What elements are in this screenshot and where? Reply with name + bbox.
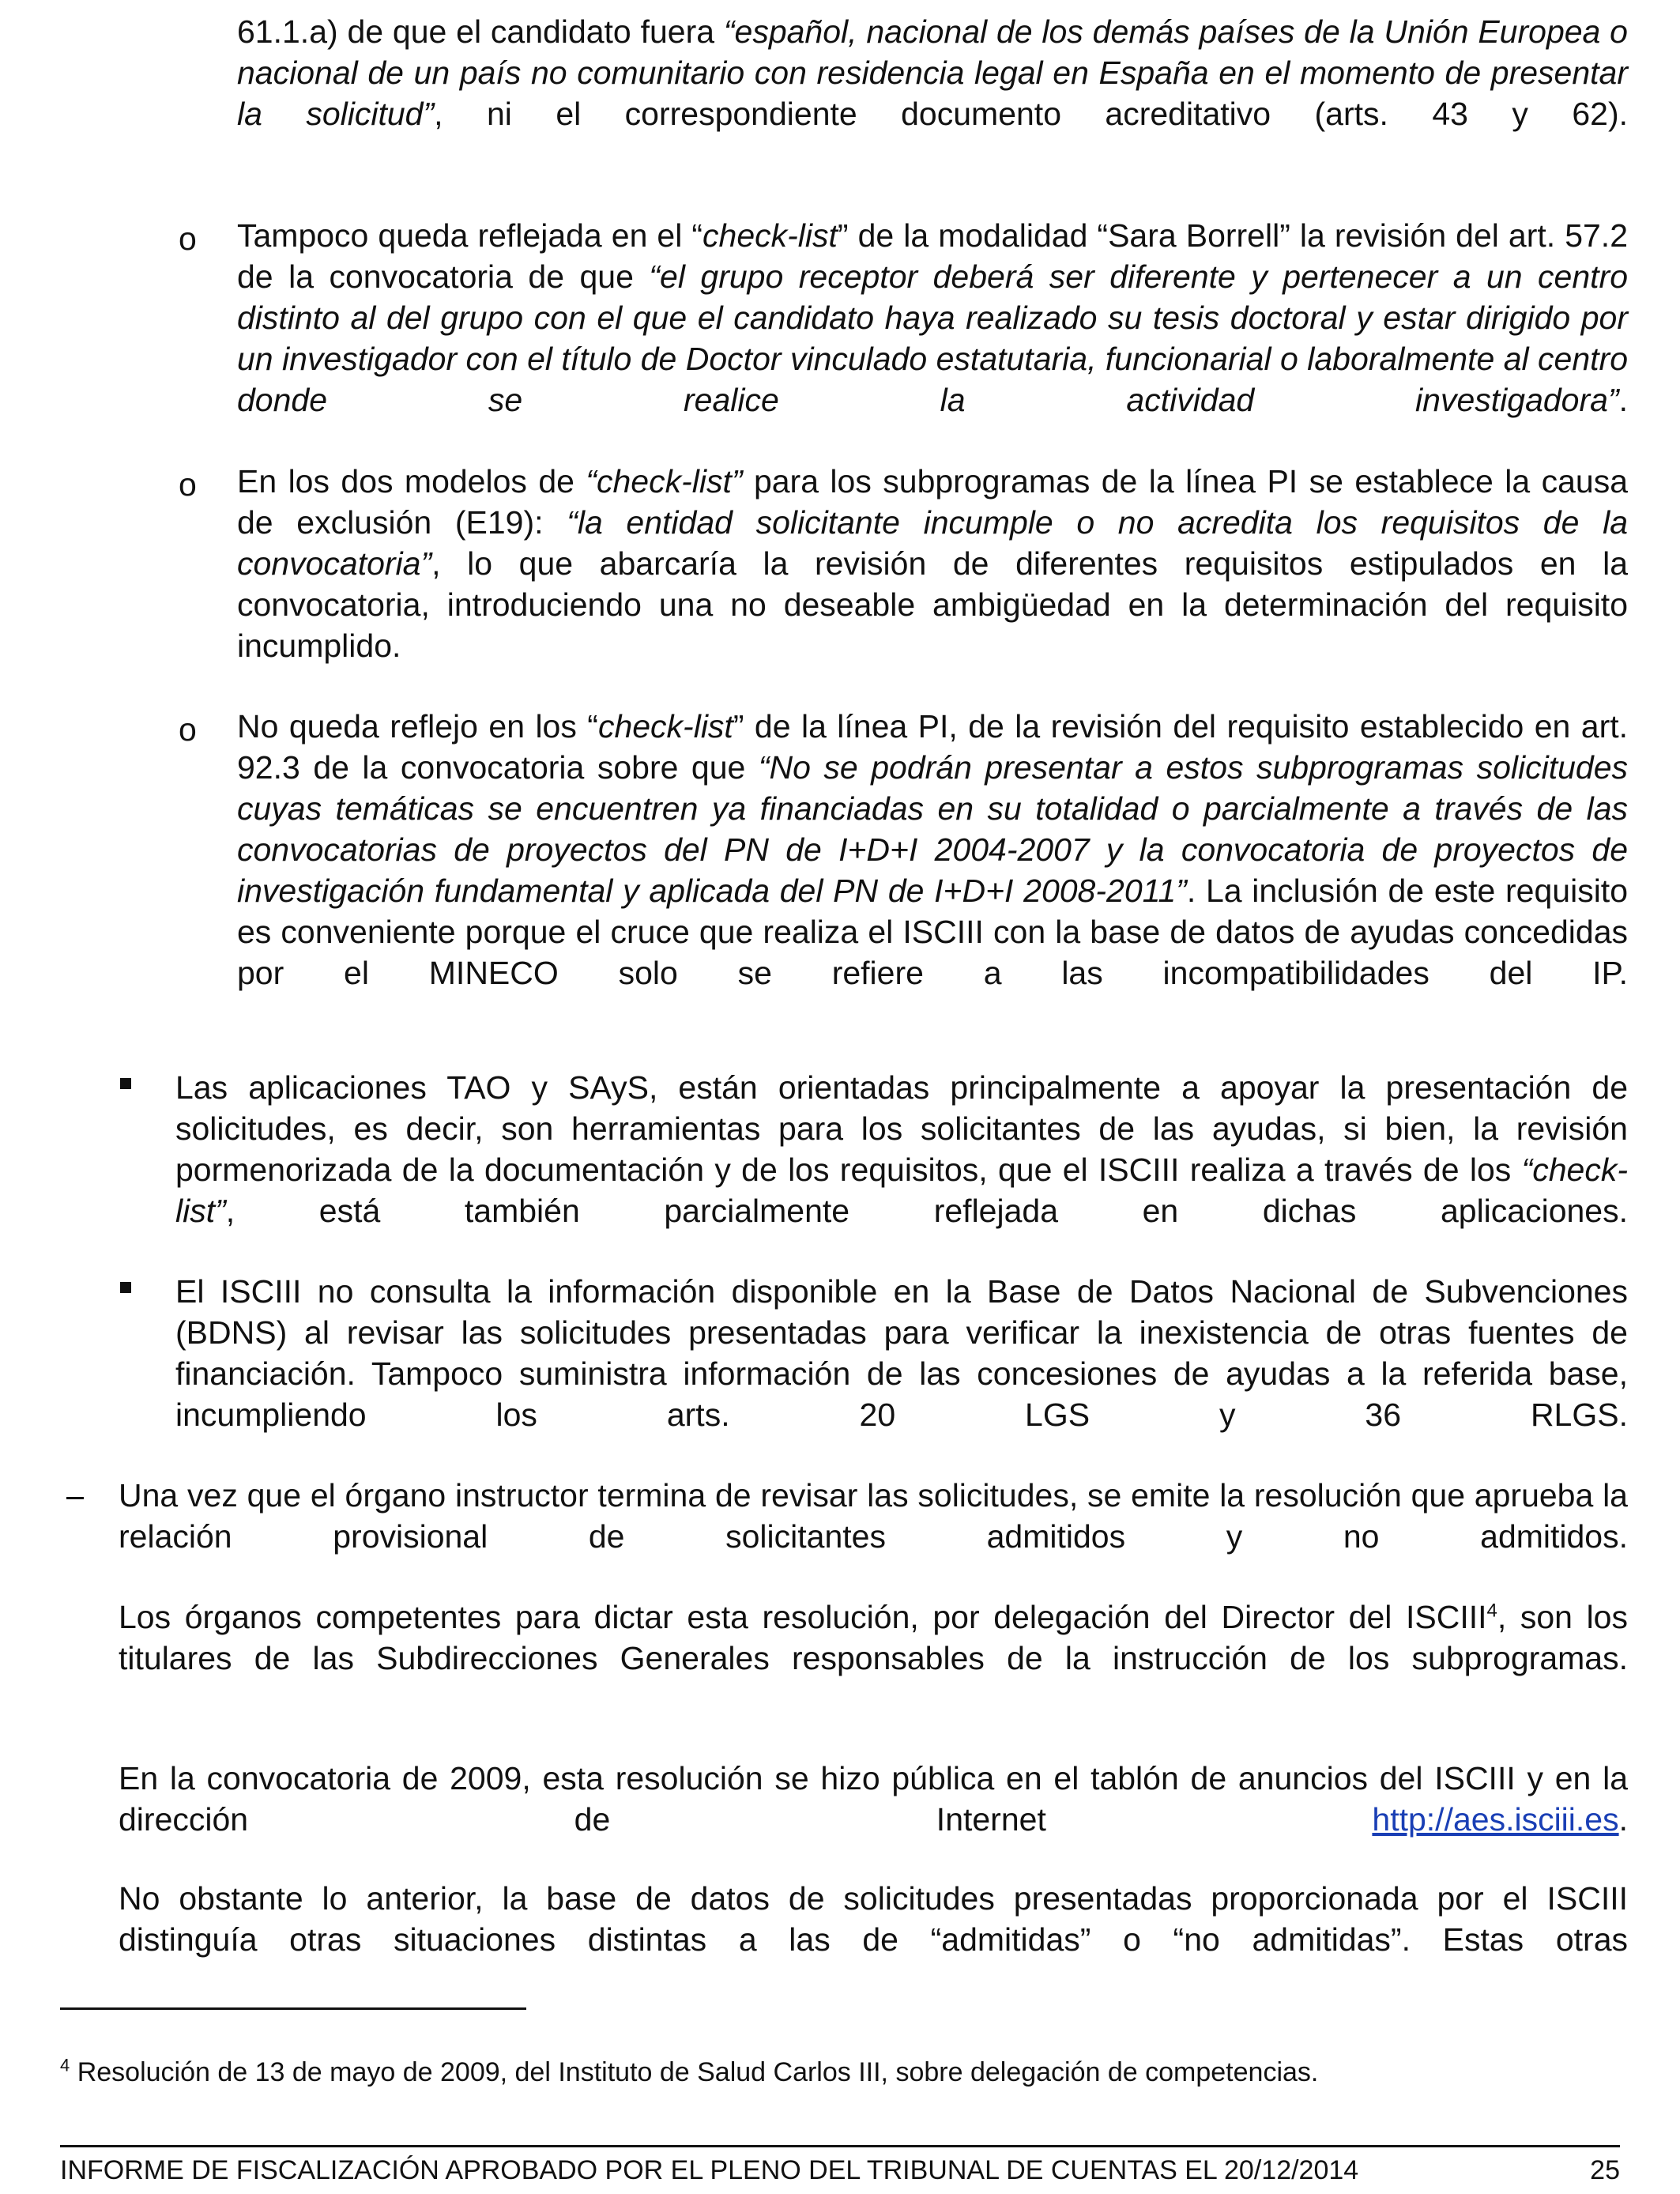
isciii-website-link[interactable]: http://aes.isciii.es xyxy=(1372,1801,1619,1838)
text-run: Tampoco queda reflejada en el “ xyxy=(237,217,703,254)
italic-term: check-list xyxy=(703,217,838,254)
text-run: . xyxy=(1618,1801,1628,1838)
italic-quote: “No se podrán presentar a estos subprogramas solicitudes cuyas temáticas se encuentren ya financiadas en su totalidad o parcialmente a través de las convocatorias de proyectos del PN de I+D+I 2004-2007 y la convocatoria de proyectos de investigación fundamental y aplicada del PN de I+D+I 2008-2011” xyxy=(237,749,1628,909)
dash-item-resolucion: Una vez que el órgano instructor termina de revisar las solicitudes, se emite la resolución que aprueba la relación provisional de solicitantes admitidos y no admitidos. xyxy=(119,1477,1628,1555)
footnote-number: 4 xyxy=(60,2055,70,2075)
text-run: El ISCIII no consulta la información disponible en la Base de Datos Nacional de Subvenciones (BDNS) al revisar las solicitudes presentadas para verificar la inexistencia de otras fuentes de financiación. Tampoco suministra información de las concesiones de ayudas a la referida base, incumpliendo los arts. 20 LGS y 36 RLGS. xyxy=(175,1273,1628,1433)
text-run: ” de la modalidad “Sara Borrell” la revisión del art. 57.2 de la convocatoria de que xyxy=(237,217,1628,295)
text-run: Las aplicaciones TAO y SAyS, están orientadas principalmente a apoyar la presentación de solicitudes, es decir, son herramientas para los solicitantes de las ayudas, si bien, la revisión pormenorizada de la documentación y de los requisitos, que el ISCIII realiza a través de los xyxy=(175,1069,1628,1188)
text-run: . La inclusión de este requisito es conveniente porque el cruce que realiza el ISCIII con la base de datos de ayudas concedidas por el MINECO solo se refiere a las incompatibilidades del IP. xyxy=(237,873,1628,991)
bullet-item-tao-says xyxy=(175,1067,1628,1231)
page-number: 25 xyxy=(1590,2155,1620,2185)
paragraph-convocatoria-2009 xyxy=(119,1758,1628,1840)
text-run: para los subprogramas de la línea PI se establece la causa de exclusión (E19): xyxy=(237,463,1628,541)
italic-term: check-list xyxy=(597,708,733,745)
text-run: En la convocatoria de 2009, esta resolución se hizo pública en el tablón de anuncios del ISCIII y en la dirección de Internet xyxy=(119,1760,1628,1838)
continuation-paragraph xyxy=(237,11,1628,134)
text-run: . xyxy=(1618,382,1628,418)
italic-quote: “la entidad solicitante incumple o no acredita los requisitos de la convocatoria” xyxy=(237,504,1628,582)
sub-item-exclusion-e19 xyxy=(237,461,1628,666)
text-run: ” de la línea PI, de la revisión del requisito establecido en art. 92.3 de la convocatoria sobre que xyxy=(237,708,1629,786)
footnote-text: Resolución de 13 de mayo de 2009, del Instituto de Salud Carlos III, sobre delegación de competencias. xyxy=(70,2057,1319,2087)
italic-quote: “español, nacional de los demás países de la Unión Europea o nacional de un país no comunitario con residencia legal en España en el momento de presentar la solicitud” xyxy=(237,13,1628,132)
text-run: , son los titulares de las Subdirecciones Generales responsables de la instrucción de los subprogramas. xyxy=(119,1599,1628,1676)
text-run: , lo que abarcaría la revisión de diferentes requisitos estipulados en la convocatoria, introduciendo una no deseable ambigüedad en la determinación del requisito incumplido. xyxy=(237,545,1628,664)
text-run: 61.1.a) de que el candidato fuera xyxy=(237,13,724,50)
italic-term: “check-list” xyxy=(586,463,743,499)
footnote xyxy=(60,2056,1318,2088)
text-run: No queda reflejo en los “ xyxy=(237,708,598,745)
text-run: Los órganos competentes para dictar esta resolución, por delegación del Director del ISCIII xyxy=(119,1599,1487,1635)
italic-term: “check-list” xyxy=(175,1152,1628,1229)
list-marker-circle: o xyxy=(179,466,197,503)
bullet-item-bdns xyxy=(175,1271,1628,1435)
text-run: , está también parcialmente reflejada en dichas aplicaciones. xyxy=(225,1193,1628,1229)
sub-item-sara-borrell xyxy=(237,215,1628,420)
paragraph-organos-competentes xyxy=(119,1596,1628,1679)
footer-title: INFORME DE FISCALIZACIÓN APROBADO POR EL PLENO DEL TRIBUNAL DE CUENTAS EL 20/12/2014 xyxy=(60,2155,1359,2185)
list-marker-circle: o xyxy=(179,711,197,748)
bullet-square-icon xyxy=(120,1282,131,1293)
text-run: En los dos modelos de xyxy=(237,463,586,499)
list-marker-circle: o xyxy=(179,221,197,257)
page-footer xyxy=(60,2153,1620,2188)
italic-quote: “el grupo receptor deberá ser diferente y pertenecer a un centro distinto al del grupo con el que el candidato haya realizado su tesis doctoral y estar dirigido por un investigador con el título de Doctor vinculado estatutaria, funcionarial o laboralmente al centro donde se realice la actividad investigadora” xyxy=(237,258,1628,418)
footnote-separator xyxy=(60,2007,526,2010)
text-run: , ni el correspondiente documento acreditativo (arts. 43 y 62). xyxy=(434,96,1628,132)
paragraph-no-obstante: No obstante lo anterior, la base de datos de solicitudes presentadas proporcionada por el ISCIII distinguía otras situaciones distintas a las de “admitidas” o “no admitidas”. Estas otras xyxy=(119,1880,1628,1958)
dash-marker-icon xyxy=(66,1497,84,1499)
footnote-reference[interactable]: 4 xyxy=(1486,1600,1497,1622)
footer-rule xyxy=(60,2145,1620,2147)
sub-item-art-92-3 xyxy=(237,706,1628,993)
bullet-square-icon xyxy=(120,1078,131,1089)
